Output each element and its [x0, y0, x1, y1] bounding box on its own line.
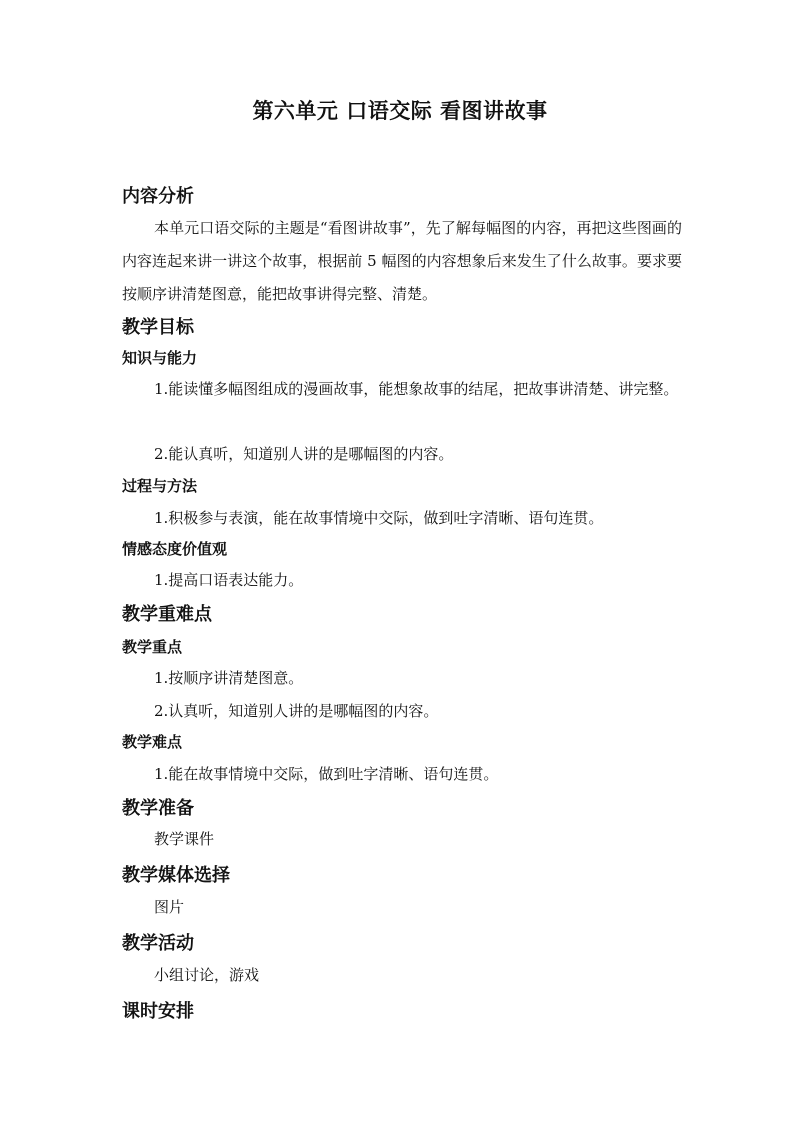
focus-item-1: 1.按顺序讲清楚图意。	[154, 669, 304, 687]
section-heading-media: 教学媒体选择	[122, 865, 230, 886]
emotion-item-1: 1.提高口语表达能力。	[154, 571, 304, 589]
subheading-focus: 教学重点	[122, 638, 183, 656]
activities-text: 小组讨论，游戏	[154, 966, 260, 984]
focus-item-2: 2.认真听，知道别人讲的是哪幅图的内容。	[154, 702, 439, 720]
process-item-1: 1.积极参与表演，能在故事情境中交际，做到吐字清晰、语句连贯。	[154, 509, 604, 527]
section-heading-activities: 教学活动	[122, 933, 194, 954]
section-heading-goals: 教学目标	[122, 317, 194, 338]
media-text: 图片	[154, 898, 185, 916]
section-heading-content-analysis: 内容分析	[122, 186, 194, 207]
subheading-emotion: 情感态度价值观	[122, 540, 228, 558]
preparation-text: 教学课件	[154, 830, 215, 848]
difficulty-item-1: 1.能在故事情境中交际，做到吐字清晰、语句连贯。	[154, 765, 499, 783]
section-heading-schedule: 课时安排	[122, 1001, 194, 1022]
section-heading-preparation: 教学准备	[122, 798, 194, 819]
subheading-knowledge: 知识与能力	[122, 349, 198, 367]
subheading-difficulty: 教学难点	[122, 733, 183, 751]
section-heading-key-points: 教学重难点	[122, 604, 212, 625]
document-title: 第六单元 口语交际 看图讲故事	[252, 99, 548, 123]
knowledge-item-1: 1.能读懂多幅图组成的漫画故事，能想象故事的结尾，把故事讲清楚、讲完整。	[154, 380, 679, 398]
subheading-process: 过程与方法	[122, 477, 198, 495]
content-analysis-paragraph: 本单元口语交际的主题是“看图讲故事”，先了解每幅图的内容，再把这些图画的内容连起来讲一讲这个故事，根据前 5 幅图的内容想象后来发生了什么故事。要求要按顺序讲清楚图意，能把故事讲得完整、清楚。	[122, 219, 682, 303]
knowledge-item-2: 2.能认真听，知道别人讲的是哪幅图的内容。	[154, 445, 454, 463]
